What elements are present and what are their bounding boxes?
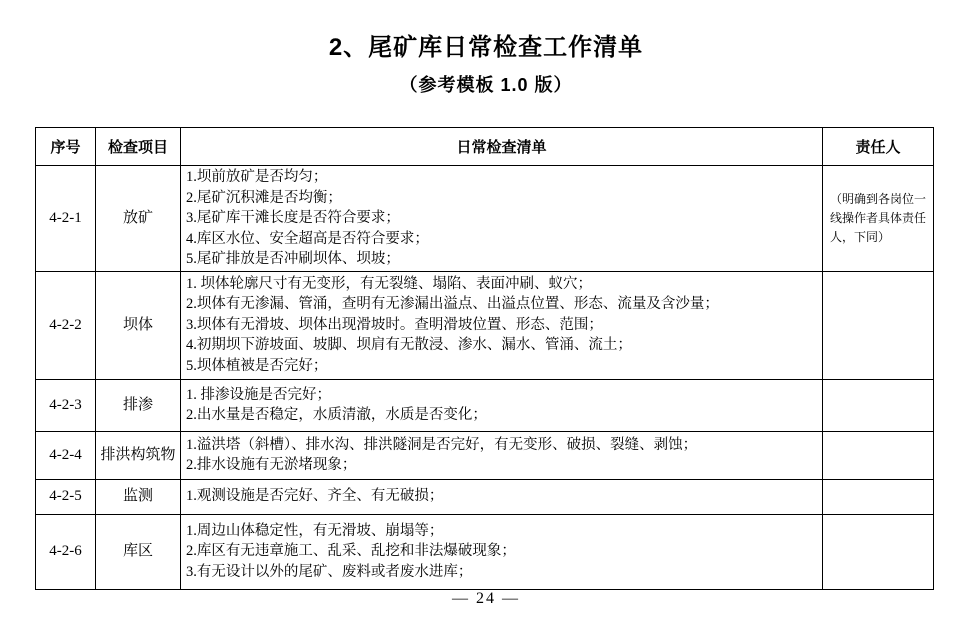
serial-cell: 4-2-3: [36, 379, 96, 431]
responsible-cell: （明确到各岗位一线操作者具体责任人，下同）: [823, 166, 934, 272]
checklist-line: 3.有无设计以外的尾矿、废料或者废水进库；: [186, 563, 473, 580]
document-page: [0, 27, 972, 607]
item-cell: 坝体: [96, 271, 181, 379]
responsible-cell: [823, 271, 934, 379]
checklist-line: 1.观测设施是否完好、齐全、有无破损；: [186, 488, 444, 505]
checklist-line: 2.库区有无违章施工、乱采、乱挖和非法爆破现象；: [186, 543, 516, 560]
checklist-line: 2.出水量是否稳定，水质清澈，水质是否变化；: [186, 407, 487, 423]
checklist-line: 1. 坝体轮廓尺寸有无变形，有无裂缝、塌陷、表面冲刷、蚁穴；: [186, 275, 592, 292]
checklist-line: 3.尾矿库干滩长度是否符合要求；: [186, 210, 400, 226]
table-row: [36, 514, 934, 589]
checklist-line: 2.尾矿沉积滩是否均衡；: [186, 189, 342, 206]
responsible-cell: [823, 514, 934, 589]
page-title: 2、尾矿库日常检查工作清单: [328, 34, 644, 61]
table-row: [36, 166, 934, 272]
serial-cell: 4-2-6: [36, 514, 96, 589]
item-cell: 排洪构筑物: [96, 431, 181, 479]
checklist-cell: [181, 479, 823, 514]
table-row: [36, 379, 934, 431]
col-header-serial: 序号: [36, 128, 96, 166]
serial-cell: 4-2-4: [36, 431, 96, 479]
col-header-responsible: 责任人: [823, 128, 934, 166]
inspection-table: [35, 127, 934, 590]
checklist-line: 5.尾矿排放是否冲刷坝体、坝坡；: [186, 251, 400, 267]
item-cell: 监测: [96, 479, 181, 514]
checklist-line: 3.坝体有无滑坡、坝体出现滑坡时。查明滑坡位置、形态、范围；: [186, 316, 603, 333]
serial-cell: 4-2-5: [36, 479, 96, 514]
checklist-line: 1.坝前放矿是否均匀；: [186, 169, 328, 185]
col-header-checklist: 日常检查清单: [181, 128, 823, 166]
responsible-cell: [823, 379, 934, 431]
checklist-line: 2.坝体有无渗漏、管涌，查明有无渗漏出溢点、出溢点位置、形态、流量及含沙量；: [186, 296, 719, 313]
checklist-cell: [181, 514, 823, 589]
checklist-cell: [181, 431, 823, 479]
responsible-cell: [823, 431, 934, 479]
serial-cell: 4-2-2: [36, 271, 96, 379]
checklist-cell: [181, 379, 823, 431]
checklist-line: 4.初期坝下游坡面、坡脚、坝肩有无散浸、渗水、漏水、管涌、流土；: [186, 337, 632, 354]
item-cell: 库区: [96, 514, 181, 589]
checklist-line: 5.坝体植被是否完好；: [186, 357, 328, 374]
checklist-line: 4.库区水位、安全超高是否符合要求；: [186, 230, 429, 247]
col-header-item: 检查项目: [96, 128, 181, 166]
checklist-line: 2.排水设施有无淤堵现象；: [186, 457, 357, 473]
checklist-line: 1.溢洪塔（斜槽）、排水沟、排洪隧洞是否完好，有无变形、破损、裂缝、剥蚀；: [186, 436, 698, 453]
page-number: — 24 —: [452, 590, 520, 607]
table-row: [36, 479, 934, 514]
page-subtitle: （参考模板 1.0 版）: [399, 75, 573, 95]
serial-cell: 4-2-1: [36, 166, 96, 272]
responsible-cell: [823, 479, 934, 514]
item-cell: 排渗: [96, 379, 181, 431]
item-cell: 放矿: [96, 166, 181, 272]
table-row: [36, 271, 934, 379]
table-row: [36, 431, 934, 479]
checklist-line: 1.周边山体稳定性，有无滑坡、崩塌等；: [186, 522, 444, 539]
table-header-row: [36, 128, 934, 166]
checklist-cell: [181, 271, 823, 379]
checklist-line: 1. 排渗设施是否完好；: [186, 386, 331, 403]
checklist-cell: [181, 166, 823, 272]
